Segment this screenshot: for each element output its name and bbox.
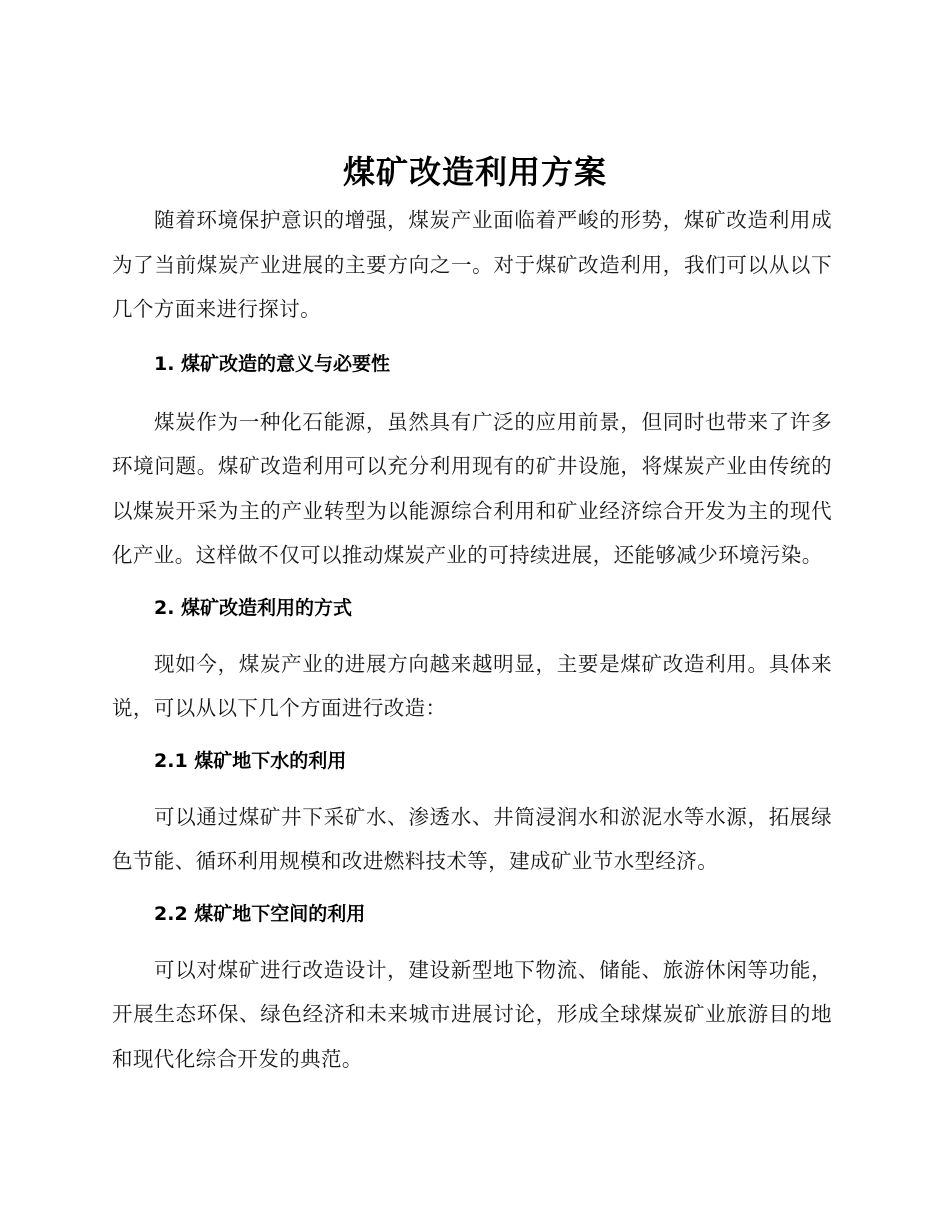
section-paragraph: 煤炭作为一种化石能源，虽然具有广泛的应用前景，但同时也带来了许多环境问题。煤矿改造利用可以充分利用现有的矿井设施，将煤炭产业由传统的以煤炭开采为主的产业转型为以能源综合利用和矿业经济综合开发为主的现代化产业。这样做不仅可以推动煤炭产业的可持续进展，还能够减少环境污染。 — [112, 409, 832, 567]
section-heading: 2.1 煤矿地下水的利用 — [154, 749, 347, 772]
section-paragraph: 现如今，煤炭产业的进展方向越来越明显，主要是煤矿改造利用。具体来说，可以从以下几个方面进行改造： — [112, 651, 832, 720]
section-paragraph: 可以对煤矿进行改造设计，建设新型地下物流、储能、旅游休闲等功能，开展生态环保、绿色经济和未来城市进展讨论，形成全球煤炭矿业旅游目的地和现代化综合开发的典范。 — [112, 957, 832, 1071]
section-heading: 2. 煤矿改造利用的方式 — [154, 596, 353, 619]
document-title: 煤矿改造利用方案 — [342, 153, 607, 191]
document-body — [112, 198, 832, 1081]
intro-paragraph: 随着环境保护意识的增强，煤炭产业面临着严峻的形势，煤矿改造利用成为了当前煤炭产业进展的主要方向之一。对于煤矿改造利用，我们可以从以下几个方面来进行探讨。 — [112, 208, 832, 321]
section-2-2 — [112, 894, 832, 1082]
section-2-1 — [112, 741, 832, 884]
section-paragraph: 可以通过煤矿井下采矿水、渗透水、井筒浸润水和淤泥水等水源，拓展绿色节能、循环利用规模和改进燃料技术等，建成矿业节水型经济。 — [112, 804, 832, 873]
section-heading: 1. 煤矿改造的意义与必要性 — [154, 352, 391, 375]
section-2 — [112, 588, 832, 731]
section-1 — [112, 344, 832, 578]
section-heading: 2.2 煤矿地下空间的利用 — [154, 902, 366, 925]
